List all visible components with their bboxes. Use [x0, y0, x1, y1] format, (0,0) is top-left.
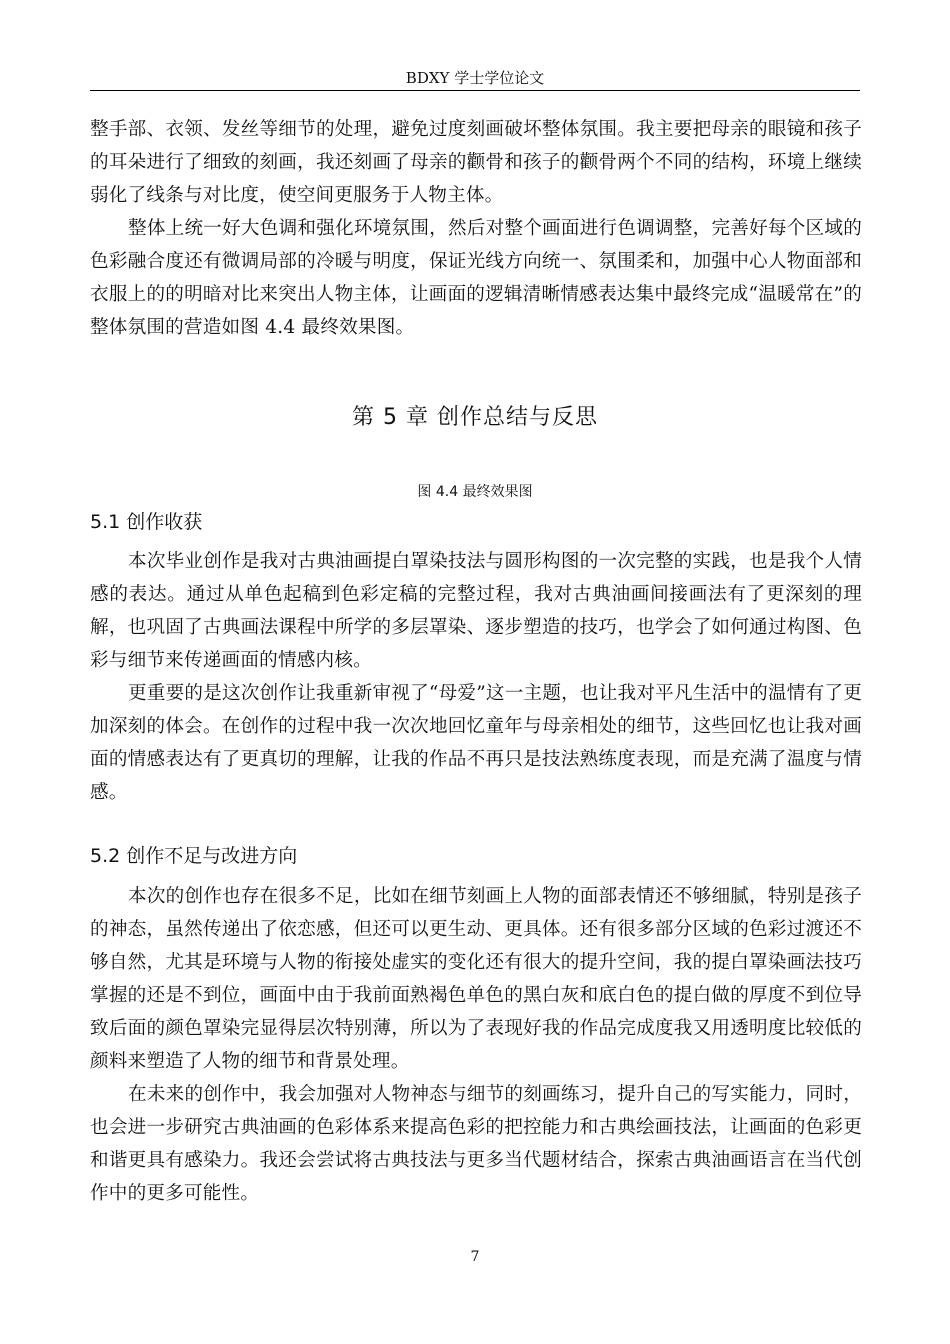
header-divider — [90, 90, 860, 91]
body-paragraph-continued: 整手部、衣领、发丝等细节的处理，避免过度刻画破坏整体氛围。我主要把母亲的眼镜和孩子的耳朵进行了细致的刻画，我还刻画了母亲的颧骨和孩子的颧骨两个不同的结构，环境上继续弱化了线条与对比度，使空间更服务于人物主体。 — [90, 119, 862, 206]
section-heading-5-1: 5.1 创作收获 — [90, 511, 203, 533]
figure-caption: 图 4.4 最终效果图 — [417, 484, 533, 500]
chapter-title: 第 5 章 创作总结与反思 — [352, 405, 598, 430]
section-heading-5-2: 5.2 创作不足与改进方向 — [90, 845, 298, 867]
body-paragraph: 整体上统一好大色调和强化环境氛围，然后对整个画面进行色调调整，完善好每个区域的色彩融合度还有微调局部的冷暖与明度，保证光线方向统一、氛围柔和，加强中心人物面部和衣服上的的明暗对比来突出人物主体，让画面的逻辑清晰情感表达集中最终完成“温暖常在”的整体氛围的营造如图 4.4 最终效果图。 — [90, 218, 862, 338]
body-paragraph: 更重要的是这次创作让我重新审视了“母爱”这一主题，也让我对平凡生活中的温情有了更加深刻的体会。在创作的过程中我一次次地回忆童年与母亲相处的细节，这些回忆也让我对画面的情感表达有了更真切的理解，让我的作品不再只是技法熟练度表现，而是充满了温度与情感。 — [90, 683, 862, 803]
body-paragraph: 本次的创作也存在很多不足，比如在细节刻画上人物的面部表情还不够细腻，特别是孩子的神态，虽然传递出了依恋感，但还可以更生动、更具体。还有很多部分区域的色彩过渡还不够自然，尤其是环境与人物的衔接处虚实的变化还有很大的提升空间，我的提白罩染画法技巧掌握的还是不到位，画面中由于我前面熟褐色单色的黑白灰和底白色的提白做的厚度不到位导致后面的颜色罩染完显得层次特别薄，所以为了表现好我的作品完成度我又用透明度比较低的颜料来塑造了人物的细节和背景处理。 — [90, 886, 862, 1072]
page-header: BDXY 学士学位论文 — [405, 69, 545, 87]
body-paragraph: 本次毕业创作是我对古典油画提白罩染技法与圆形构图的一次完整的实践，也是我个人情感的表达。通过从单色起稿到色彩定稿的完整过程，我对古典油画间接画法有了更深刻的理解，也巩固了古典画法课程中所学的多层罩染、逐步塑造的技巧，也学会了如何通过构图、色彩与细节来传递画面的情感内核。 — [90, 551, 862, 671]
body-paragraph: 在未来的创作中，我会加强对人物神态与细节的刻画练习，提升自己的写实能力，同时，也会进一步研究古典油画的色彩体系来提高色彩的把控能力和古典绘画技法，让画面的色彩更和谐更具有感染力。我还会尝试将古典技法与更多当代题材结合，探索古典油画语言在当代创作中的更多可能性。 — [90, 1084, 862, 1204]
page-number: 7 — [470, 1249, 480, 1265]
